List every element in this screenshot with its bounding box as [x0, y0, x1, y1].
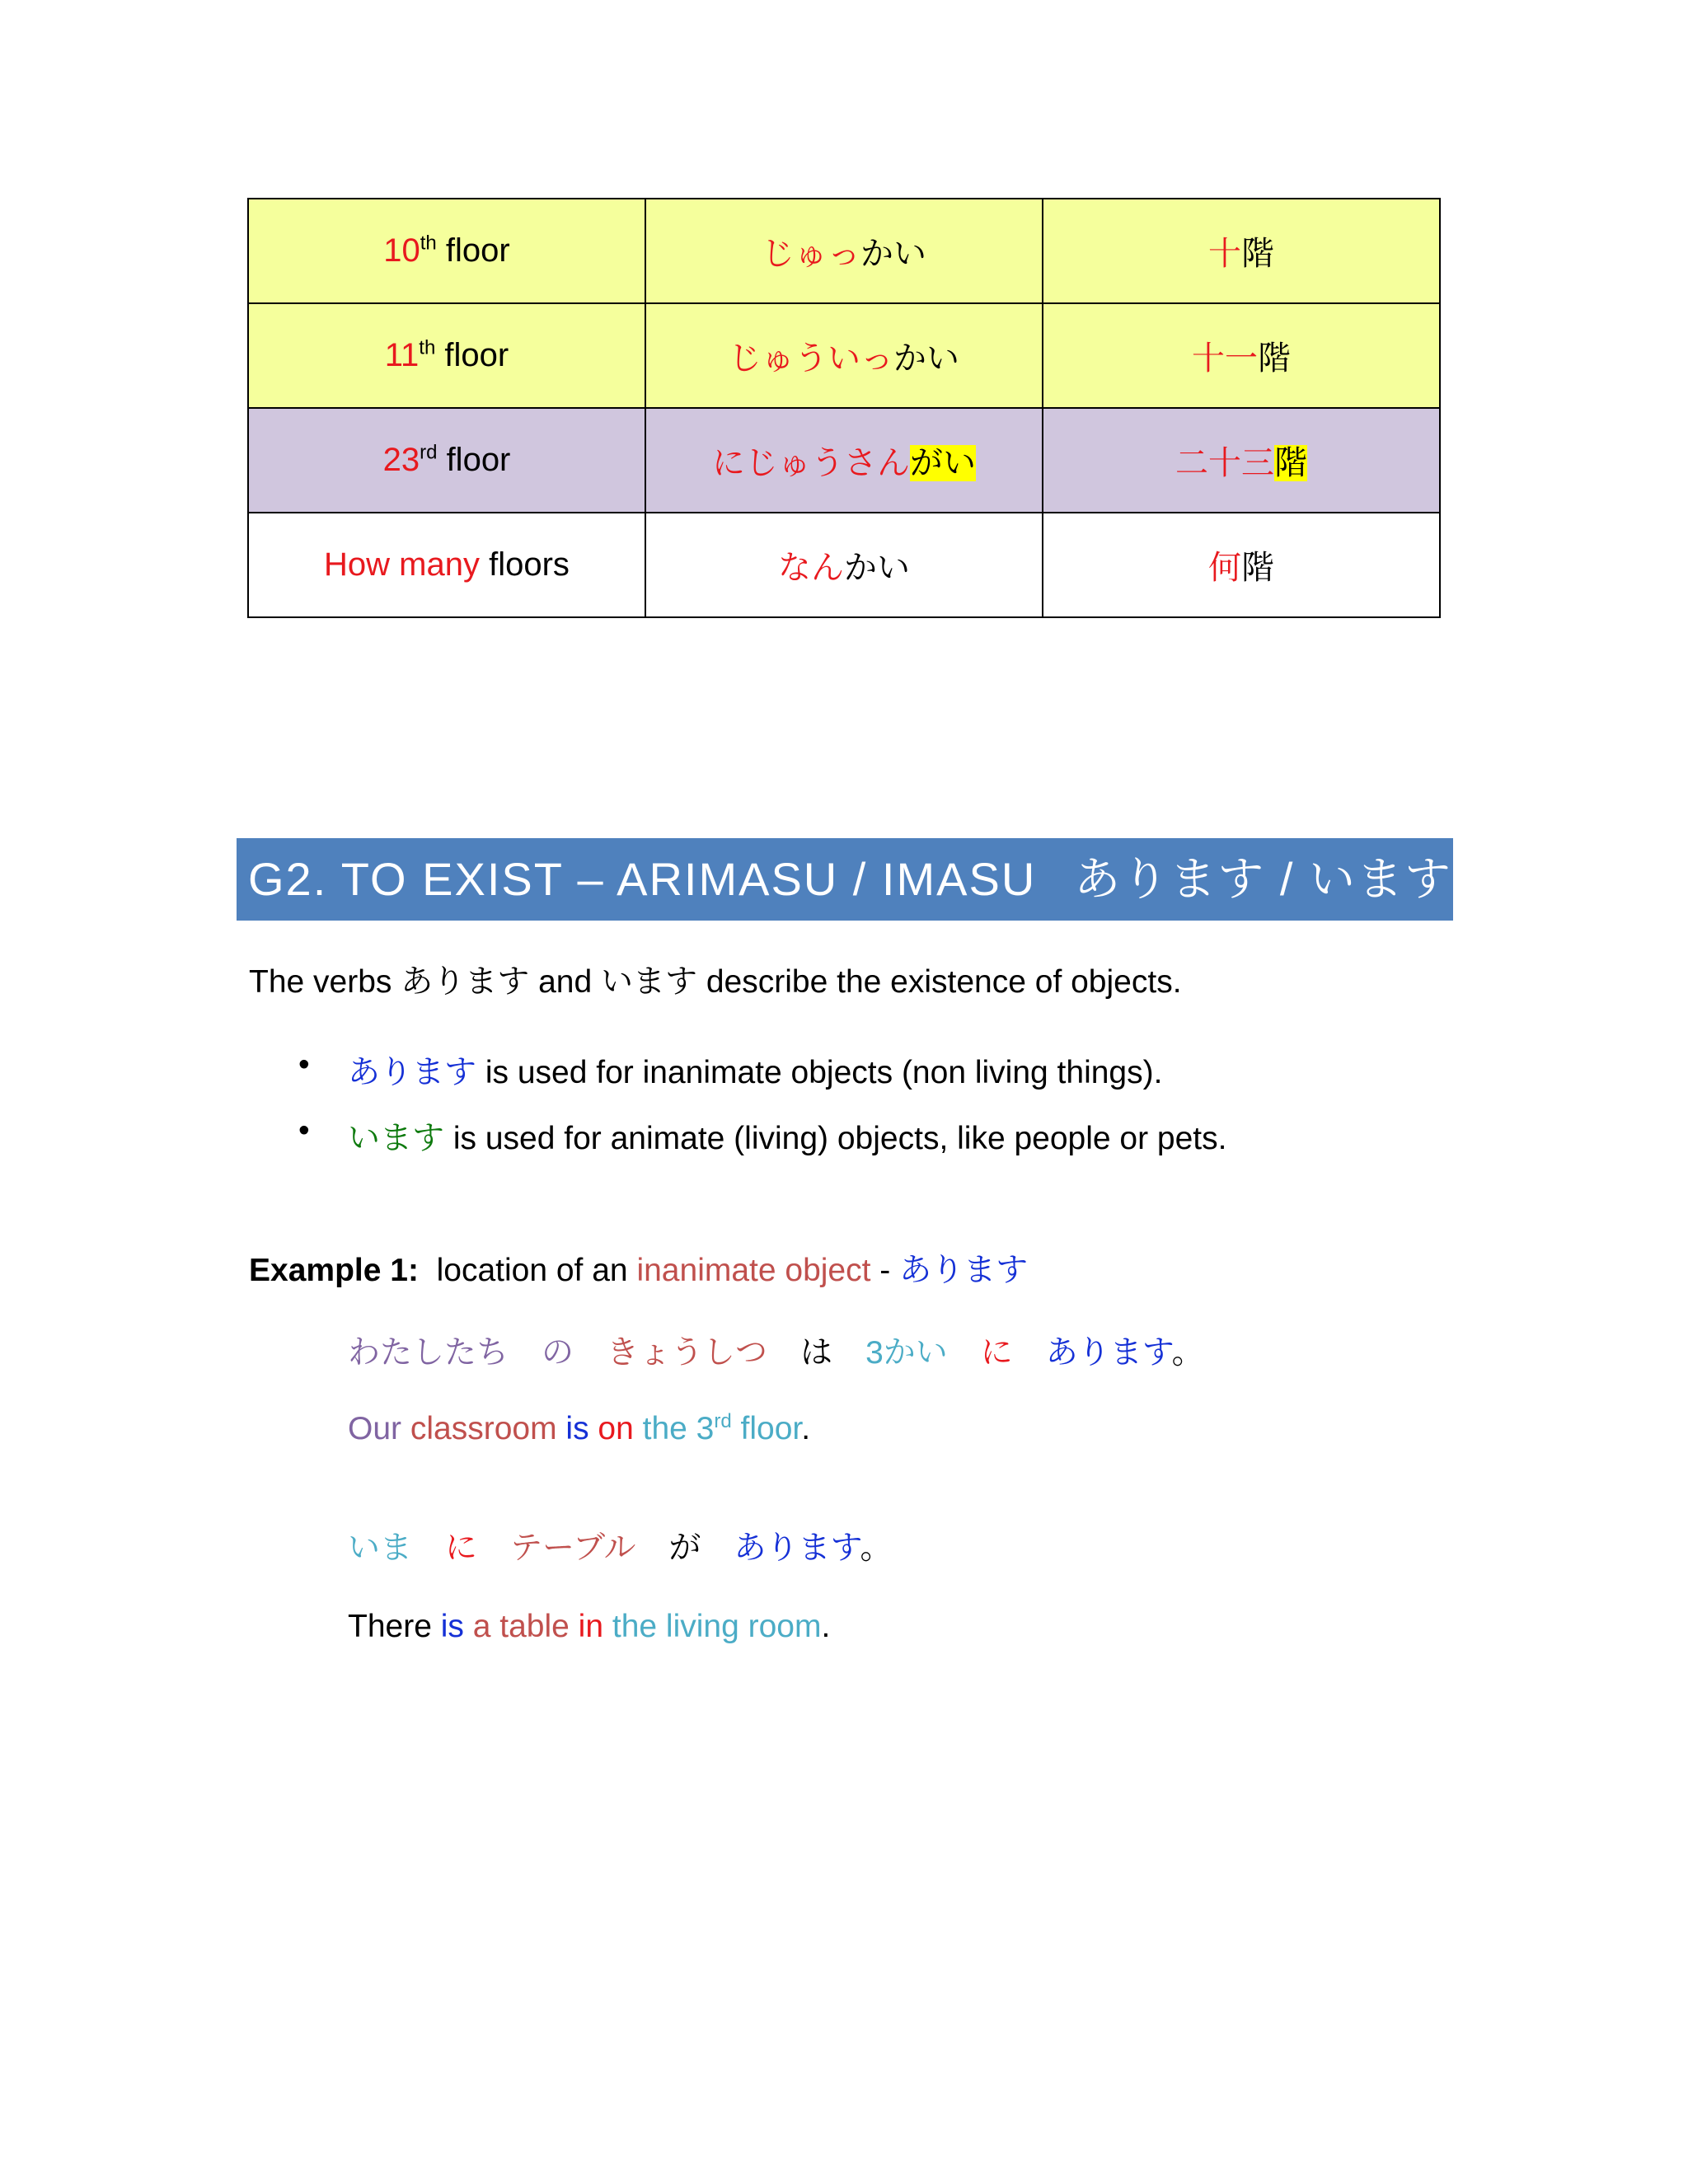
example-label: Example 1: — [249, 1253, 419, 1288]
word-is: is — [565, 1411, 598, 1446]
ordinal-suffix: th — [420, 232, 437, 255]
kana-cell — [645, 408, 1043, 513]
period: 。 — [860, 1530, 893, 1566]
floor-word: floors — [480, 546, 570, 583]
word-kyoushitsu: きょうしつ — [607, 1335, 768, 1371]
word-classroom: classroom — [410, 1411, 566, 1446]
list-item — [249, 1047, 1226, 1113]
ordinal-suffix: th — [419, 336, 436, 359]
verb-imasu: います — [348, 1121, 445, 1156]
kanji-cell — [1043, 199, 1440, 303]
english-cell — [248, 199, 645, 303]
word-ima: いま — [348, 1530, 413, 1566]
kanji-number: 十一 — [1192, 340, 1258, 377]
heading-english: G2. TO EXIST – ARIMASU / IMASU — [248, 853, 1037, 905]
floor-word: floor — [435, 337, 509, 373]
kanji-number: 何 — [1208, 550, 1241, 586]
particle-wa: は — [800, 1335, 833, 1371]
intro-text: describe the existence of objects. — [697, 964, 1182, 1000]
particle-no: の — [542, 1335, 574, 1371]
floor-number: 11 — [384, 337, 420, 373]
kanji-counter-highlighted: 階 — [1274, 445, 1307, 481]
kanji-counter: 階 — [1241, 550, 1274, 586]
word-the-3: the 3 — [642, 1411, 715, 1446]
word-our: Our — [348, 1411, 410, 1446]
particle-ni: に — [445, 1530, 478, 1566]
example-text: - — [870, 1253, 900, 1288]
example-heading — [249, 1244, 1028, 1291]
kanji-counter: 階 — [1258, 340, 1291, 377]
particle-ga: が — [668, 1530, 701, 1566]
kana-counter-highlighted: がい — [910, 445, 976, 481]
kanji-counter: 階 — [1241, 236, 1274, 272]
example-text: location of an — [418, 1253, 637, 1288]
word-teeburu: テーブル — [510, 1530, 636, 1566]
japanese-sentence-2 — [348, 1522, 892, 1568]
intro-text: and — [529, 964, 602, 1000]
table-row — [248, 408, 1440, 513]
word-sangai: 3かい — [865, 1335, 948, 1371]
kana-cell — [645, 303, 1043, 408]
word-there: There — [348, 1609, 441, 1644]
example-verb: あります — [899, 1253, 1029, 1288]
bullet-icon: • — [298, 1113, 310, 1148]
english-sentence-2 — [348, 1609, 830, 1645]
floors-table — [247, 198, 1441, 618]
table-row — [248, 513, 1440, 617]
kanji-cell — [1043, 513, 1440, 617]
kana-counter: かい — [860, 236, 926, 272]
intro-verb-imasu: います — [601, 964, 698, 1000]
intro-verb-arimasu: あります — [401, 964, 530, 1000]
ordinal-suffix: rd — [420, 441, 438, 464]
ordinal-suffix: rd — [714, 1410, 732, 1432]
period: 。 — [1171, 1335, 1204, 1371]
kanji-number: 十 — [1208, 236, 1241, 272]
word-is: is — [440, 1609, 473, 1644]
intro-paragraph — [249, 956, 1182, 1002]
english-sentence-1 — [348, 1411, 810, 1447]
english-cell — [248, 513, 645, 617]
intro-text: The verbs — [249, 964, 401, 1000]
heading-japanese: あります / います — [1074, 853, 1452, 905]
verb-arimasu: あります — [734, 1530, 860, 1566]
floor-number: 23 — [382, 442, 420, 478]
bullet-text: is used for animate (living) objects, like people or pets. — [444, 1121, 1227, 1156]
bullet-list — [249, 1047, 1226, 1179]
period: . — [821, 1609, 831, 1644]
kanji-cell — [1043, 303, 1440, 408]
english-cell — [248, 303, 645, 408]
word-a-table: a table — [472, 1609, 579, 1644]
kana-number: じゅっ — [762, 236, 860, 272]
word-living-room: the living room — [612, 1609, 822, 1644]
list-item — [249, 1113, 1226, 1179]
table-row — [248, 199, 1440, 303]
bullet-icon: • — [298, 1047, 310, 1082]
question-phrase: How many — [324, 546, 480, 583]
floor-word: floor — [437, 442, 511, 478]
bullet-text: is used for inanimate objects (non living things). — [476, 1055, 1163, 1090]
english-cell — [248, 408, 645, 513]
verb-arimasu: あります — [1045, 1335, 1172, 1371]
period: . — [801, 1411, 811, 1446]
kana-cell — [645, 199, 1043, 303]
kanji-cell — [1043, 408, 1440, 513]
word-in: in — [578, 1609, 612, 1644]
kana-number: にじゅうさん — [712, 445, 910, 481]
kana-number: なん — [778, 550, 844, 586]
kana-cell — [645, 513, 1043, 617]
japanese-sentence-1 — [348, 1327, 1204, 1373]
kana-number: じゅういっ — [729, 340, 893, 377]
kana-counter: かい — [844, 550, 910, 586]
table-row — [248, 303, 1440, 408]
word-on: on — [598, 1411, 643, 1446]
floor-word: floor — [436, 232, 510, 269]
word-floor: floor — [731, 1411, 802, 1446]
floor-number: 10 — [383, 232, 420, 269]
particle-ni: に — [980, 1335, 1013, 1371]
section-heading — [237, 838, 1453, 921]
kanji-number: 二十三 — [1175, 445, 1274, 481]
word-watashitachi: わたしたち — [348, 1335, 509, 1371]
kana-counter: かい — [893, 340, 959, 377]
example-highlight: inanimate object — [636, 1253, 871, 1288]
verb-arimasu: あります — [348, 1055, 477, 1090]
